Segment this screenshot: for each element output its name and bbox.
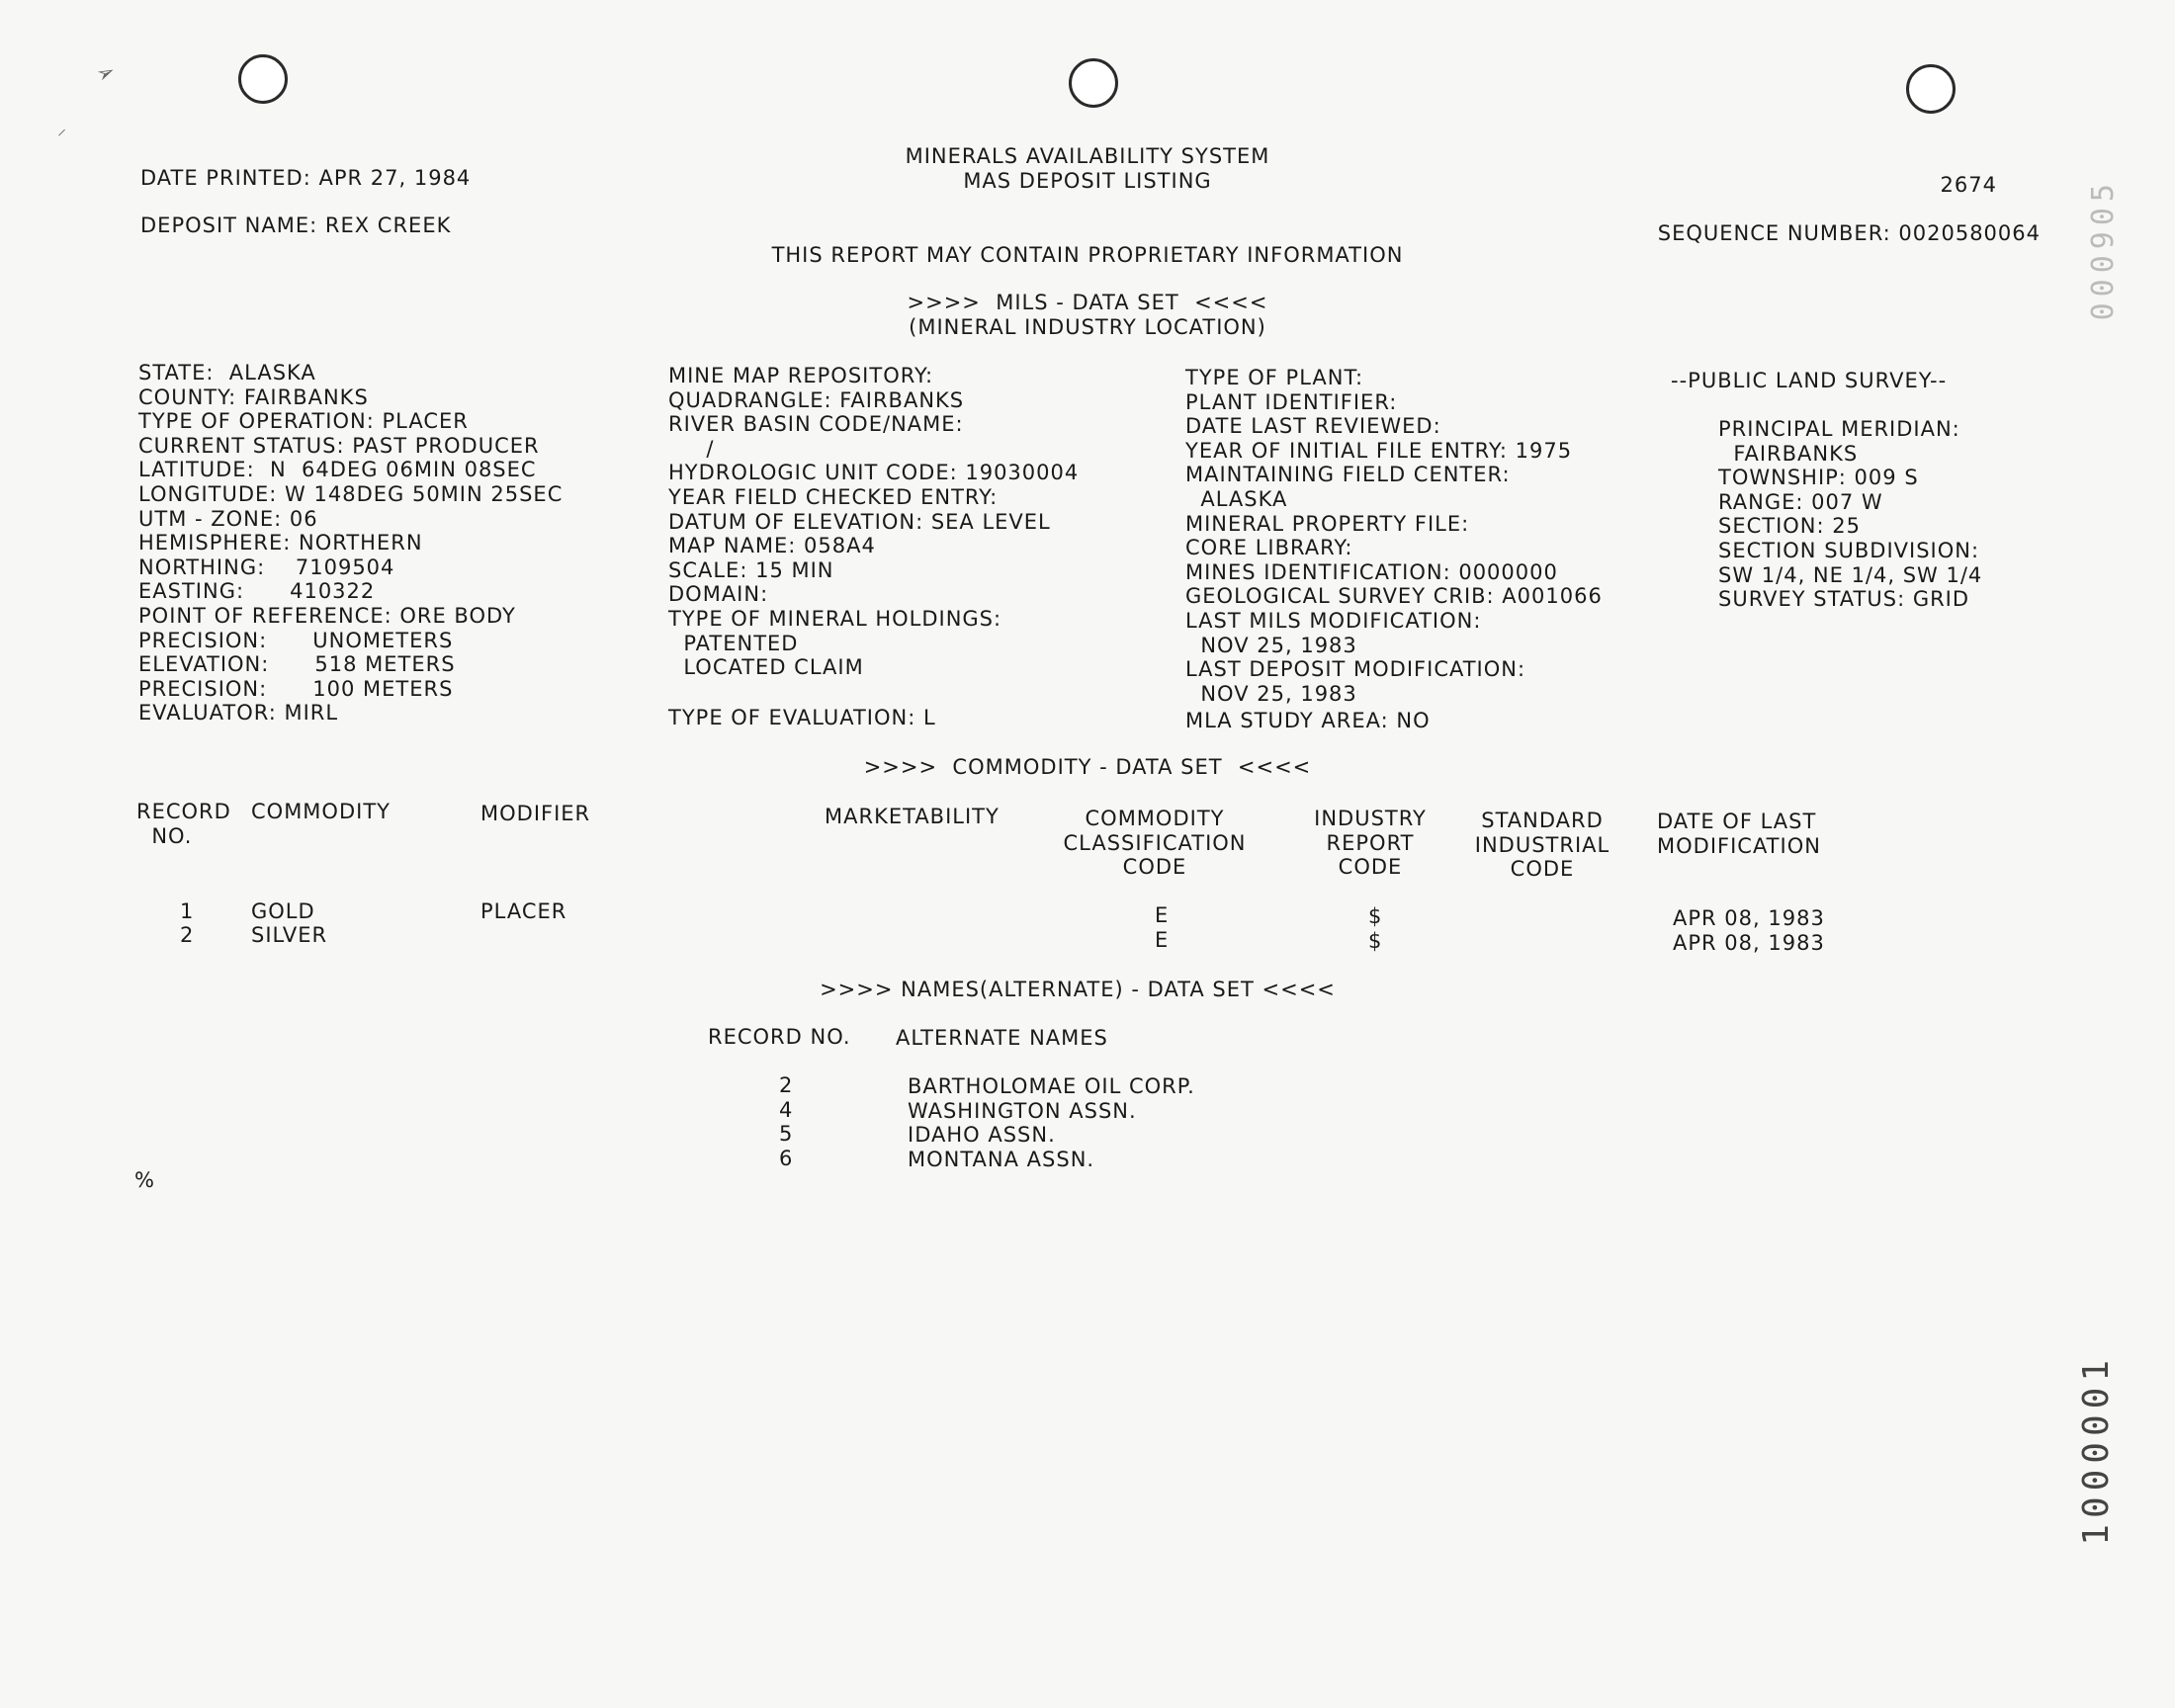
- mils-field: PRECISION: UNOMETERS: [138, 628, 454, 652]
- mils-field: DATUM OF ELEVATION: SEA LEVEL: [668, 509, 1051, 534]
- header-alternate-names: ALTERNATE NAMES: [896, 1026, 1108, 1050]
- cell-record: 4: [779, 1097, 794, 1122]
- mils-field: NORTHING: 7109504: [138, 555, 395, 579]
- mils-field: DATE LAST REVIEWED:: [1185, 414, 1441, 439]
- mils-field: EASTING: 410322: [138, 579, 376, 604]
- mils-field: CORE LIBRARY:: [1185, 536, 1353, 560]
- mils-field: NOV 25, 1983: [1185, 633, 1357, 657]
- names-section-title: >>>> NAMES(ALTERNATE) - DATA SET <<<<: [820, 978, 1336, 1001]
- page-number: 2674: [1940, 173, 1997, 197]
- cell-name: BARTHOLOMAE OIL CORP.: [908, 1074, 1195, 1098]
- mils-field: CURRENT STATUS: PAST PRODUCER: [138, 433, 540, 458]
- cell-date: APR 08, 1983: [1673, 931, 1825, 955]
- mils-field: YEAR FIELD CHECKED ENTRY:: [668, 485, 999, 509]
- cell-record: 2: [779, 1073, 794, 1097]
- cell-modifier: PLACER: [480, 899, 567, 923]
- cell-name: IDAHO ASSN.: [908, 1123, 1056, 1148]
- header-industry-report-code: INDUSTRY REPORT CODE: [1314, 807, 1427, 880]
- mils-field: NOV 25, 1983: [1185, 681, 1357, 706]
- mils-field: LONGITUDE: W 148DEG 50MIN 25SEC: [138, 482, 564, 506]
- mils-field: TYPE OF MINERAL HOLDINGS:: [668, 607, 1002, 631]
- pls-field: RANGE: 007 W: [1718, 489, 1883, 514]
- mils-field: PRECISION: 100 METERS: [138, 676, 454, 701]
- stamp-bottom-right: 1000001: [2076, 1354, 2117, 1546]
- mils-field: MINES IDENTIFICATION: 0000000: [1185, 559, 1558, 584]
- mils-field: SCALE: 15 MIN: [668, 557, 834, 582]
- mils-field: POINT OF REFERENCE: ORE BODY: [138, 604, 516, 628]
- cell-industry: $: [1368, 929, 1383, 953]
- pls-field: PRINCIPAL MERIDIAN:: [1718, 417, 1960, 441]
- mils-field: COUNTY: FAIRBANKS: [138, 384, 369, 409]
- mils-field: MINE MAP REPOSITORY:: [668, 364, 934, 387]
- mils-field: HYDROLOGIC UNIT CODE: 19030004: [668, 461, 1080, 485]
- pencil-tick-icon: ⸝: [57, 119, 66, 139]
- cell-record: 5: [779, 1122, 794, 1147]
- cell-record: 6: [779, 1146, 794, 1170]
- mils-section-title: >>>> MILS - DATA SET <<<<: [907, 291, 1268, 314]
- header-commodity: COMMODITY: [251, 800, 391, 823]
- pencil-mark-icon: ➢: [92, 58, 120, 89]
- mils-field: GEOLOGICAL SURVEY CRIB: A001066: [1185, 584, 1603, 609]
- mils-field: TYPE OF PLANT:: [1185, 366, 1364, 389]
- stamp-top-right: 000905: [2086, 178, 2121, 321]
- deposit-name: DEPOSIT NAME: REX CREEK: [140, 214, 452, 237]
- header-date-of-last-modification: DATE OF LAST MODIFICATION: [1657, 810, 1821, 858]
- cell-classification: E: [1155, 928, 1170, 952]
- mils-field: YEAR OF INITIAL FILE ENTRY: 1975: [1185, 438, 1573, 463]
- commodity-section-title: >>>> COMMODITY - DATA SET <<<<: [863, 755, 1312, 779]
- mils-field: EVALUATOR: MIRL: [138, 701, 339, 726]
- cell-date: APR 08, 1983: [1673, 906, 1825, 930]
- header-marketability: MARKETABILITY: [825, 805, 1000, 828]
- pls-field: SW 1/4, NE 1/4, SW 1/4: [1718, 562, 1983, 587]
- mla-study-area: MLA STUDY AREA: NO: [1185, 709, 1431, 732]
- mils-field: LOCATED CLAIM: [668, 655, 864, 680]
- type-of-evaluation: TYPE OF EVALUATION: L: [668, 706, 936, 729]
- header-record-no: RECORD NO.: [136, 800, 231, 848]
- cell-commodity: SILVER: [251, 923, 328, 947]
- header-classification-code: COMMODITY CLASSIFICATION CODE: [1063, 807, 1247, 880]
- mils-field: LATITUDE: N 64DEG 06MIN 08SEC: [138, 458, 537, 482]
- cell-record: 1: [180, 899, 195, 923]
- mils-field: PATENTED: [668, 631, 799, 655]
- mils-section-subtitle: (MINERAL INDUSTRY LOCATION): [909, 315, 1266, 339]
- pls-field: SECTION: 25: [1718, 514, 1861, 539]
- mils-field: MAP NAME: 058A4: [668, 534, 876, 558]
- cell-record: 2: [180, 923, 195, 947]
- system-title: MINERALS AVAILABILITY SYSTEM: [905, 144, 1270, 168]
- mils-field: MAINTAINING FIELD CENTER:: [1185, 463, 1511, 487]
- pls-field: SECTION SUBDIVISION:: [1718, 539, 1980, 562]
- mils-field: TYPE OF OPERATION: PLACER: [138, 409, 469, 434]
- pls-field: FAIRBANKS: [1718, 441, 1859, 466]
- header-record-no: RECORD NO.: [708, 1025, 851, 1049]
- mils-field: DOMAIN:: [668, 582, 769, 607]
- mils-field: PLANT IDENTIFIER:: [1185, 389, 1398, 414]
- mils-field: UTM - ZONE: 06: [138, 506, 318, 531]
- pls-field: SURVEY STATUS: GRID: [1718, 587, 1970, 612]
- cell-name: WASHINGTON ASSN.: [908, 1098, 1137, 1123]
- proprietary-notice: THIS REPORT MAY CONTAIN PROPRIETARY INFORMATION: [771, 243, 1404, 267]
- mils-field: HEMISPHERE: NORTHERN: [138, 531, 423, 555]
- pls-field: TOWNSHIP: 009 S: [1718, 466, 1919, 490]
- footer-mark: %: [134, 1168, 155, 1192]
- cell-commodity: GOLD: [251, 899, 315, 923]
- cell-name: MONTANA ASSN.: [908, 1147, 1095, 1171]
- header-modifier: MODIFIER: [480, 802, 591, 825]
- date-printed: DATE PRINTED: APR 27, 1984: [140, 166, 472, 190]
- punch-hole-center: [1069, 58, 1118, 108]
- sequence-number: SEQUENCE NUMBER: 0020580064: [1657, 221, 2041, 245]
- mils-field: LAST MILS MODIFICATION:: [1185, 609, 1482, 633]
- mils-field: RIVER BASIN CODE/NAME:: [668, 412, 964, 437]
- punch-hole-right: [1906, 64, 1956, 114]
- pls-title: --PUBLIC LAND SURVEY--: [1671, 369, 1948, 392]
- mils-field: /: [668, 436, 715, 461]
- cell-industry: $: [1368, 904, 1383, 928]
- mils-field: ALASKA: [1185, 487, 1288, 511]
- cell-classification: E: [1155, 903, 1170, 927]
- punch-hole-left: [238, 54, 288, 104]
- mils-field: STATE: ALASKA: [138, 361, 316, 384]
- header-standard-industrial-code: STANDARD INDUSTRIAL CODE: [1474, 809, 1610, 882]
- mils-field: MINERAL PROPERTY FILE:: [1185, 511, 1470, 536]
- mils-field: ELEVATION: 518 METERS: [138, 652, 456, 677]
- mils-field: QUADRANGLE: FAIRBANKS: [668, 387, 965, 412]
- mils-field: LAST DEPOSIT MODIFICATION:: [1185, 657, 1526, 682]
- listing-title: MAS DEPOSIT LISTING: [963, 169, 1212, 193]
